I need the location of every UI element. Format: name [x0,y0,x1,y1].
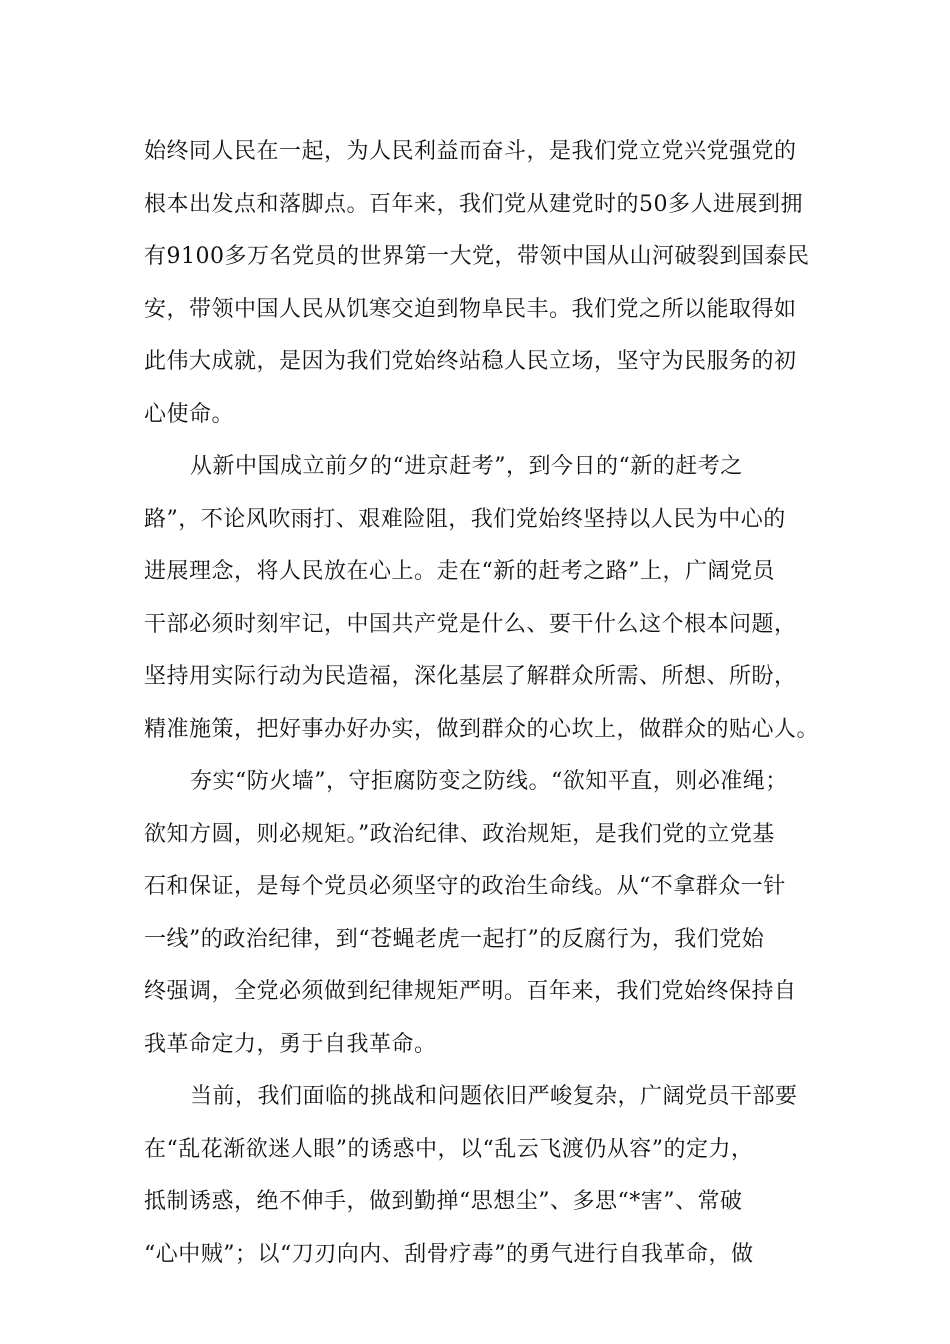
text-line: 干部必须时刻牢记，中国共产党是什么、要干什么这个根本问题， [144,611,797,637]
text-line: 根本出发点和落脚点。百年来，我们党从建党时的50多人进展到拥 [144,191,803,217]
document-body [144,130,824,1285]
text-line: 抵制诱惑，绝不伸手，做到勤掸“思想尘”、多思“*害”、常破 [144,1189,743,1214]
text-line: 坚持用实际行动为民造福，深化基层了解群众所需、所想、所盼， [144,664,797,689]
text-line: 在“乱花渐欲迷人眼”的诱惑中，以“乱云飞渡仍从容”的定力， [144,1136,754,1162]
text-line: 我革命定力，勇于自我革命。 [144,1031,437,1057]
text-line: 一线”的政治纪律，到“苍蝇老虎一起打”的反腐行为，我们党始 [144,926,765,952]
text-line: 始终同人民在一起，为人民利益而奋斗，是我们党立党兴党强党的 [144,139,797,164]
text-line: 欲知方圆，则必规矩。”政治纪律、政治规矩，是我们党的立党基 [144,821,775,847]
text-line: 路”，不论风吹雨打、艰难险阻，我们党始终坚持以人民为中心的 [144,506,786,532]
text-line: 进展理念，将人民放在心上。走在“新的赶考之路”上，广阔党员 [144,559,775,584]
text-line: 心使命。 [144,401,235,427]
text-line: 终强调，全党必须做到纪律规矩严明。百年来，我们党始终保持自 [144,979,797,1004]
text-line: 安，带领中国人民从饥寒交迫到物阜民丰。我们党之所以能取得如 [144,296,797,322]
text-line: 当前，我们面临的挑战和问题依旧严峻复杂，广阔党员干部要 [190,1084,798,1109]
text-line: “心中贼”；以“刀刃向内、刮骨疗毒”的勇气进行自我革命，做 [144,1241,754,1267]
text-line: 此伟大成就，是因为我们党始终站稳人民立场，坚守为民服务的初 [144,349,797,374]
text-line: 精准施策，把好事办好办实，做到群众的心坎上，做群众的贴心人。 [144,716,820,742]
text-line: 石和保证，是每个党员必须坚守的政治生命线。从“不拿群众一针 [144,874,786,899]
text-line: 从新中国成立前夕的“进京赶考”，到今日的“新的赶考之 [190,454,743,479]
text-line: 有9100多万名党员的世界第一大党，带领中国从山河破裂到国泰民 [144,244,810,269]
text-line: 夯实“防火墙”，守拒腐防变之防线。“欲知平直，则必准绳； [190,769,788,794]
